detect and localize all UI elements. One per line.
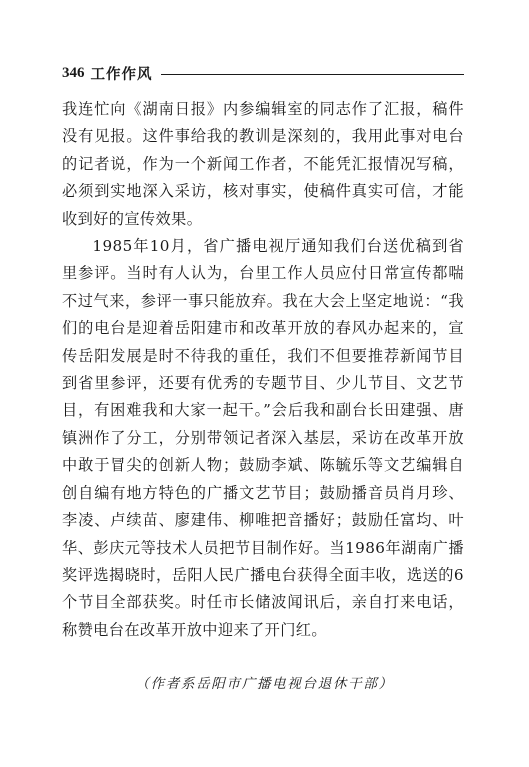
running-title: 工作作风	[90, 66, 153, 83]
paragraph-continued: 我连忙向《湖南日报》内参编辑室的同志作了汇报，稿件没有见报。这件事给我的教训是深刻的，我用此事对电台的记者说，作为一个新闻工作者，不能凭汇报情况写稿，必须到实地深入采访，核对事实，使稿件真实可信，才能收到好的宣传效果。	[62, 100, 464, 228]
author-byline: （作者系岳阳市广播电视台退休干部）	[135, 676, 394, 692]
body-text	[62, 96, 464, 644]
page-number: 346	[62, 64, 85, 81]
page-header	[62, 62, 464, 84]
header-rule	[161, 74, 465, 75]
paragraph: 1985年10月，省广播电视厅通知我们台送优稿到省里参评。当时有人认为，台里工作人员应付日常宣传都喘不过气来，参评一事只能放弃。我在大会上坚定地说：“我们的电台是迎着岳阳建市和改革开放的春风办起来的，宣传岳阳发展是时不待我的重任，我们不但要推荐新闻节目到省里参评，还要有优秀的专题节目、少儿节目、文艺节目，有困难我和大家一起干。”会后我和副台长田建强、唐镇洲作了分工，分别带领记者深入基层，采访在改革开放中敢于冒尖的创新人物；鼓励李斌、陈毓乐等文艺编辑自创自编有地方特色的广播文艺节目；鼓励播音员肖月珍、李凌、卢续苗、廖建伟、柳唯把音播好；鼓励任富均、叶华、彭庆元等技术人员把节目制作好。当1986年湖南广播奖评选揭晓时，岳阳人民广播电台获得全面丰收，选送的6个节目全部获奖。时任市长储波闻讯后，亲自打来电话，称赞电台在改革开放中迎来了开门红。	[62, 237, 464, 639]
